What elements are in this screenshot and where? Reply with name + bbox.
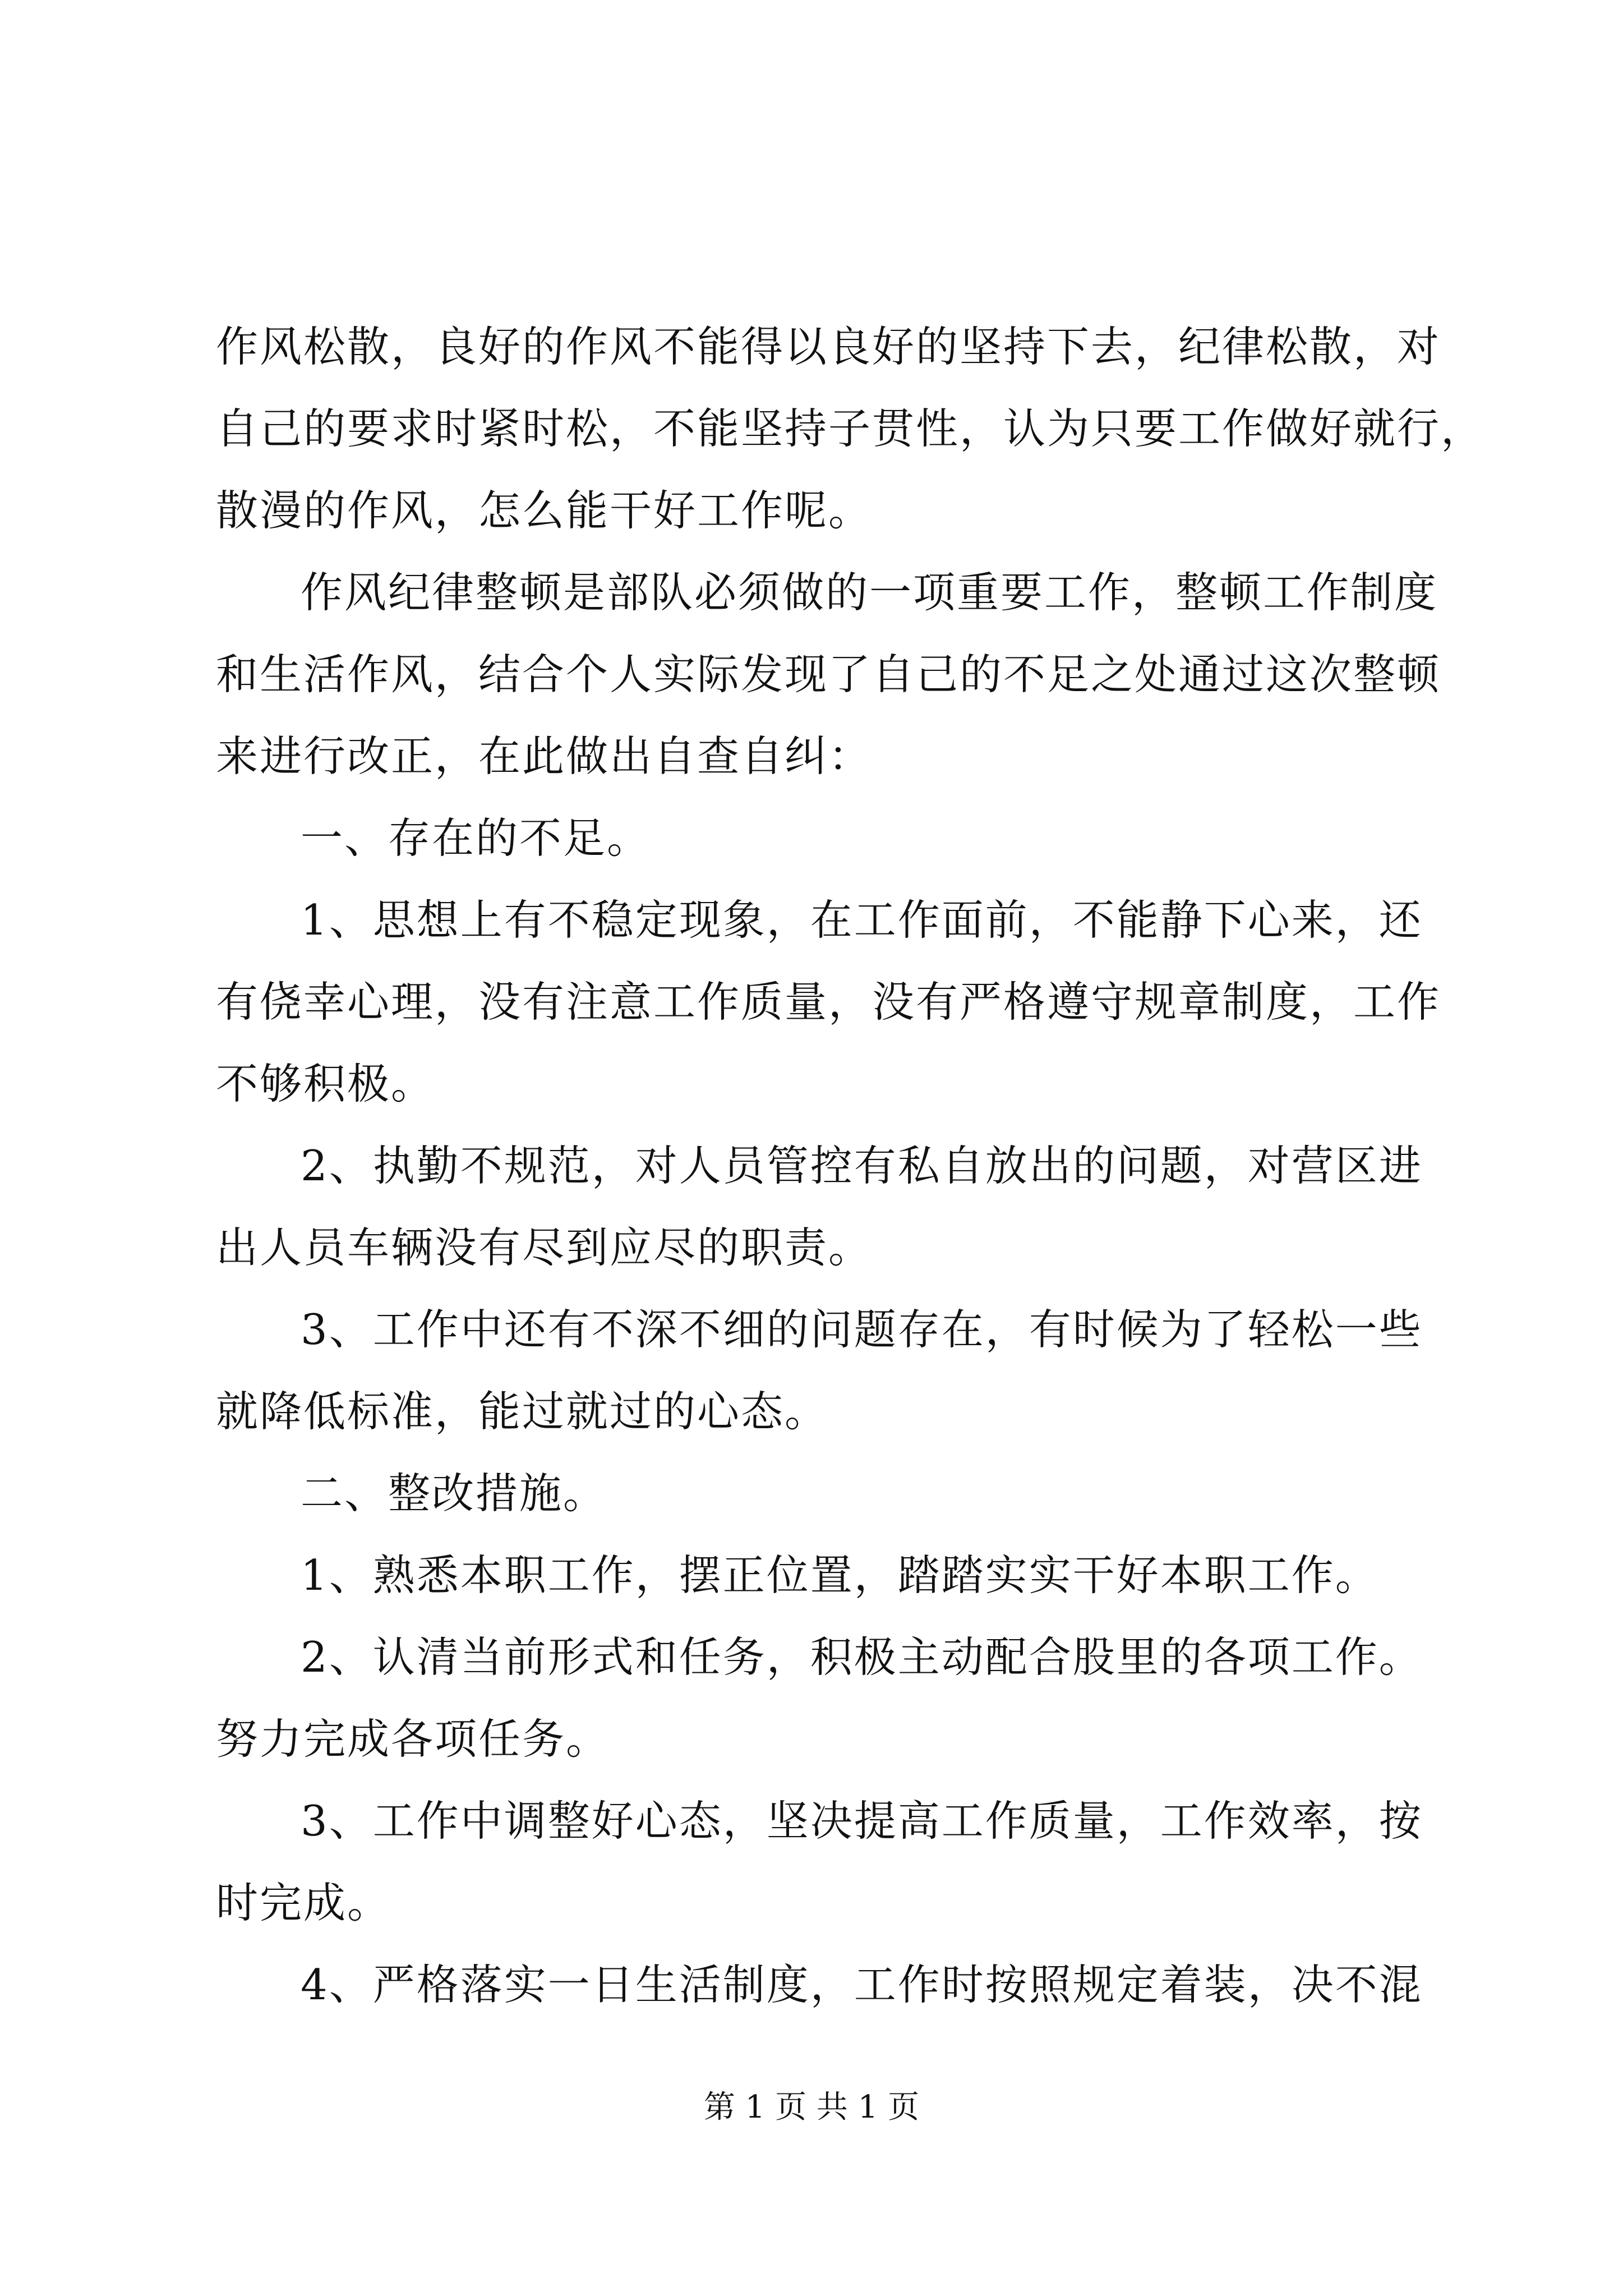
text-line: 作风松散，良好的作风不能得以良好的坚持下去，纪律松散，对 — [216, 322, 1441, 371]
text-line: 有侥幸心理，没有注意工作质量，没有严格遵守规章制度，工作 — [216, 977, 1441, 1027]
text-line: 和生活作风，结合个人实际发现了自己的不足之处通过这次整顿 — [216, 650, 1441, 699]
section-heading: 二、整改措施。 — [301, 1469, 607, 1518]
text-line: 3、工作中还有不深不细的问题存在，有时候为了轻松一些 — [301, 1305, 1423, 1354]
page-footer: 第 1 页 共 1 页 — [703, 2089, 920, 2125]
section-heading: 一、存在的不足。 — [301, 813, 651, 863]
text-line: 2、认清当前形式和任务，积极主动配合股里的各项工作。 — [301, 1632, 1423, 1682]
text-line: 1、思想上有不稳定现象，在工作面前，不能静下心来，还 — [301, 895, 1423, 945]
text-line: 来进行改正，在此做出自查自纠： — [216, 731, 873, 781]
text-line: 自己的要求时紧时松，不能坚持子贯性，认为只要工作做好就行， — [216, 404, 1485, 453]
text-line: 散漫的作风，怎么能干好工作呢。 — [216, 486, 873, 535]
text-line: 2、执勤不规范，对人员管控有私自放出的问题，对营区进 — [301, 1141, 1423, 1190]
text-line: 3、工作中调整好心态，坚决提高工作质量，工作效率，按 — [301, 1796, 1423, 1846]
text-line: 4、严格落实一日生活制度，工作时按照规定着装，决不混 — [301, 1960, 1423, 2009]
text-line: 努力完成各项任务。 — [216, 1714, 610, 1764]
text-line: 1、熟悉本职工作，摆正位置，踏踏实实干好本职工作。 — [301, 1550, 1379, 1600]
text-line: 不够积极。 — [216, 1059, 435, 1108]
document-body — [216, 306, 1485, 2026]
text-line: 出人员车辆没有尽到应尽的职责。 — [216, 1223, 873, 1272]
text-line: 作风纪律整顿是部队必须做的一项重要工作，整顿工作制度 — [301, 568, 1438, 617]
text-line: 时完成。 — [216, 1878, 391, 1927]
text-line: 就降低标准，能过就过的心态。 — [216, 1387, 829, 1436]
